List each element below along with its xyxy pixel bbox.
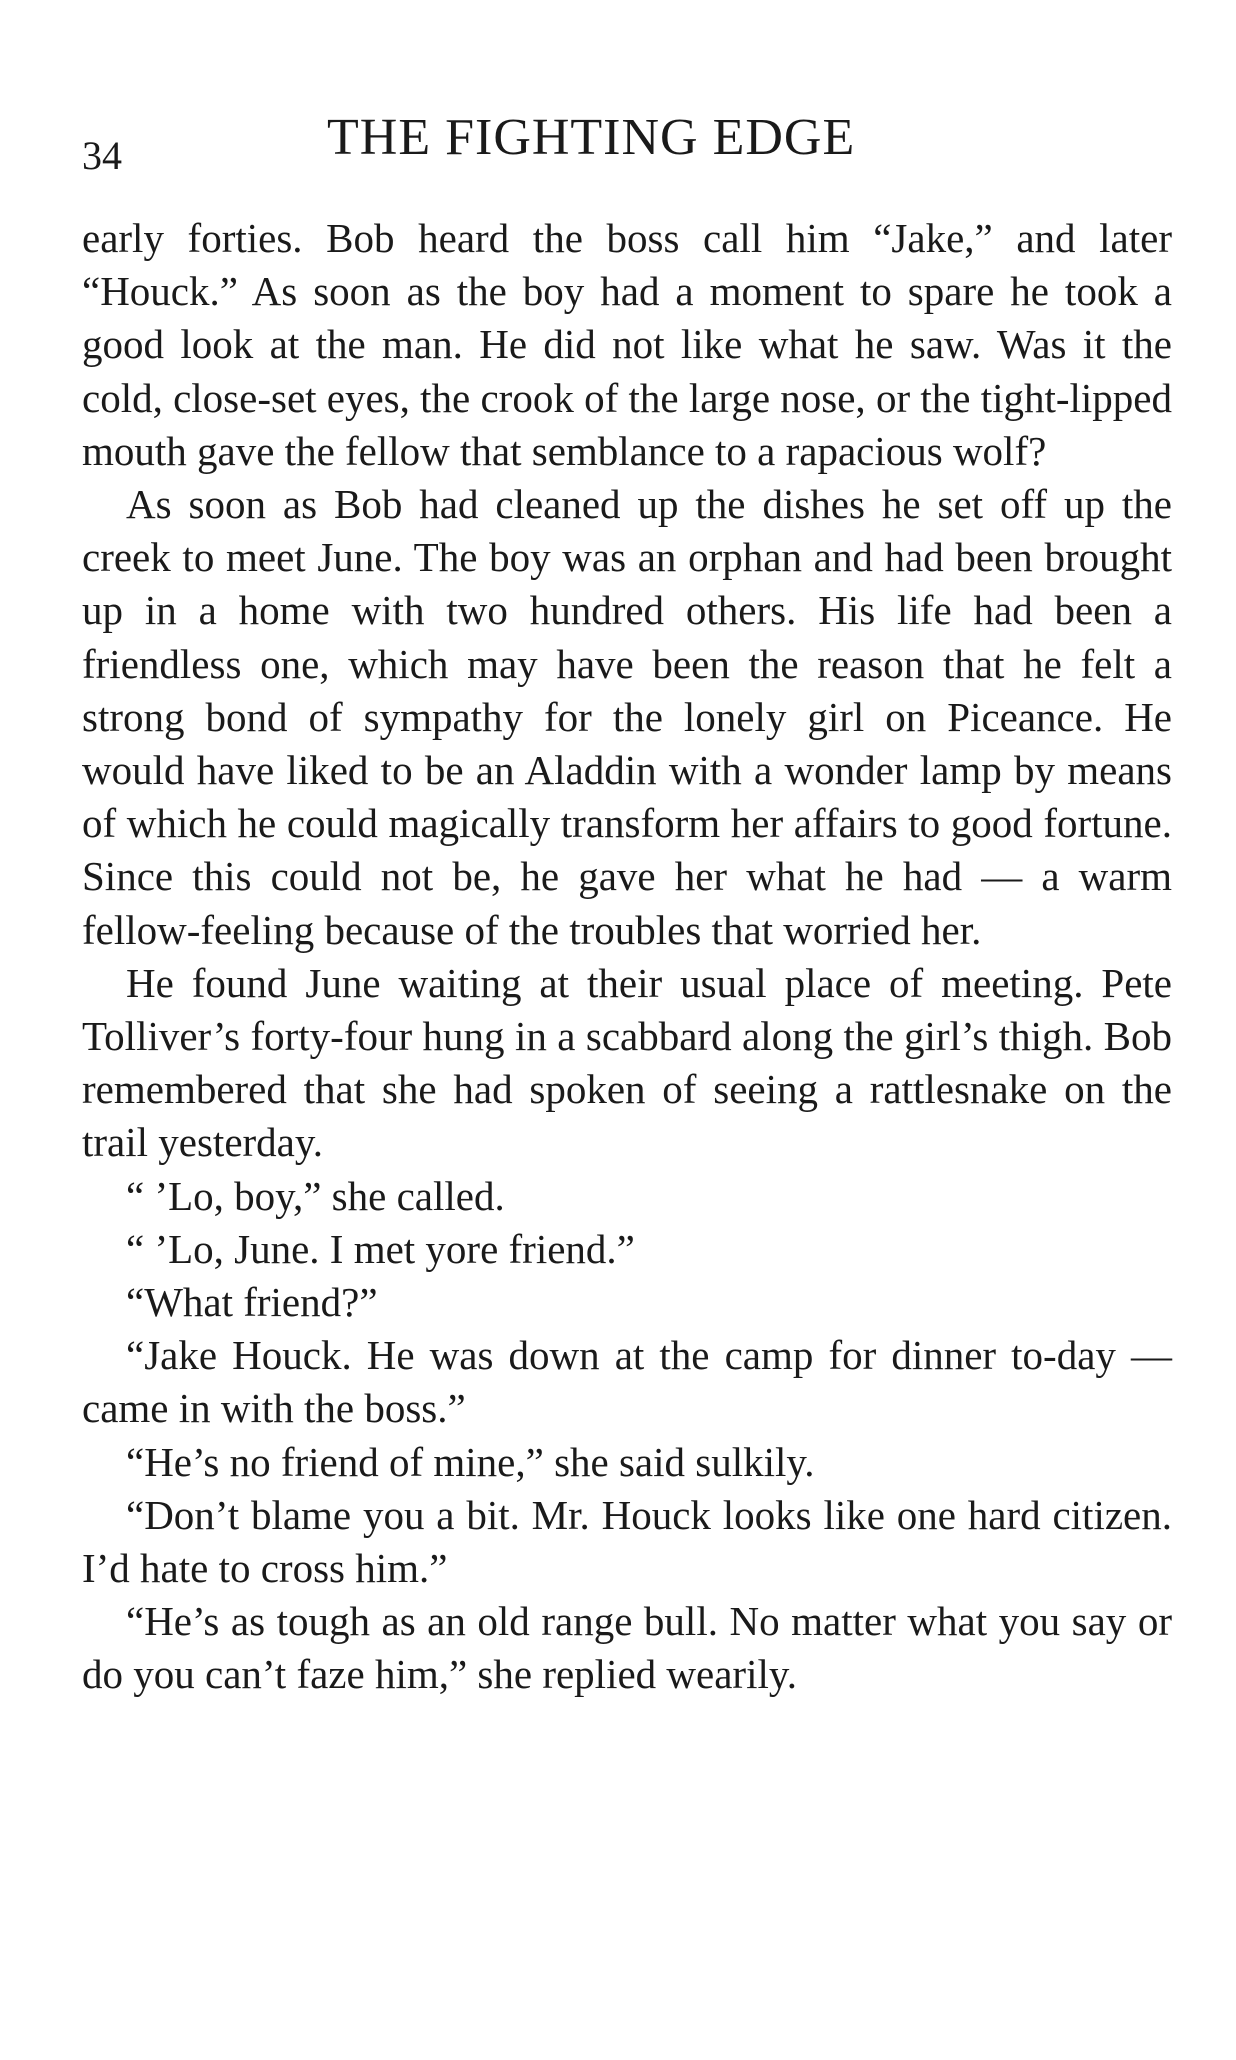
book-page	[82, 0, 1172, 2060]
paragraph: He found June waiting at their usual place of meeting. Pete Tolliver’s forty-four hung in a scabbard along the girl’s thigh. Bob remembered that she had spoken of seeing a rattlesnake on the trail yesterday.	[82, 959, 1172, 1166]
paragraph: As soon as Bob had cleaned up the dishes he set off up the creek to meet June. The boy was an orphan and had been brought up in a home with two hundred others. His life had been a friendless one, which may have been the reason that he felt a strong bond of sympathy for the lonely girl on Piceance. He would have liked to be an Aladdin with a wonder lamp by means of which he could magically transform her affairs to good fortune. Since this could not be, he gave her what he had — a warm fellow-feeling because of the troubles that worried her.	[82, 481, 1172, 953]
dialogue-line: “Don’t blame you a bit. Mr. Houck looks like one hard citizen. I’d hate to cross him.”	[82, 1491, 1172, 1592]
dialogue-line: “He’s as tough as an old range bull. No matter what you say or do you can’t faze him,” she replied wearily.	[82, 1598, 1172, 1698]
dialogue-line: “ ’Lo, June. I met yore friend.”	[126, 1225, 635, 1272]
dialogue-line: “He’s no friend of mine,” she said sulkily.	[126, 1438, 815, 1485]
dialogue-line: “What friend?”	[126, 1279, 378, 1326]
running-title: THE FIGHTING EDGE	[327, 109, 856, 166]
page-number: 34	[82, 133, 122, 178]
running-head	[82, 108, 1172, 178]
dialogue-line: “ ’Lo, boy,” she called.	[126, 1172, 505, 1219]
dialogue-line: “Jake Houck. He was down at the camp for dinner to-day — came in with the boss.”	[82, 1332, 1172, 1432]
paragraph: early forties. Bob heard the boss call him “Jake,” and later “Houck.” As soon as the boy had a moment to spare he took a good look at the man. He did not like what he saw. Was it the cold, close-set eyes, the crook of the large nose, or the tight-lipped mouth gave the fellow that semblance to a rapacious wolf?	[82, 215, 1172, 474]
body-text	[82, 212, 1172, 1702]
